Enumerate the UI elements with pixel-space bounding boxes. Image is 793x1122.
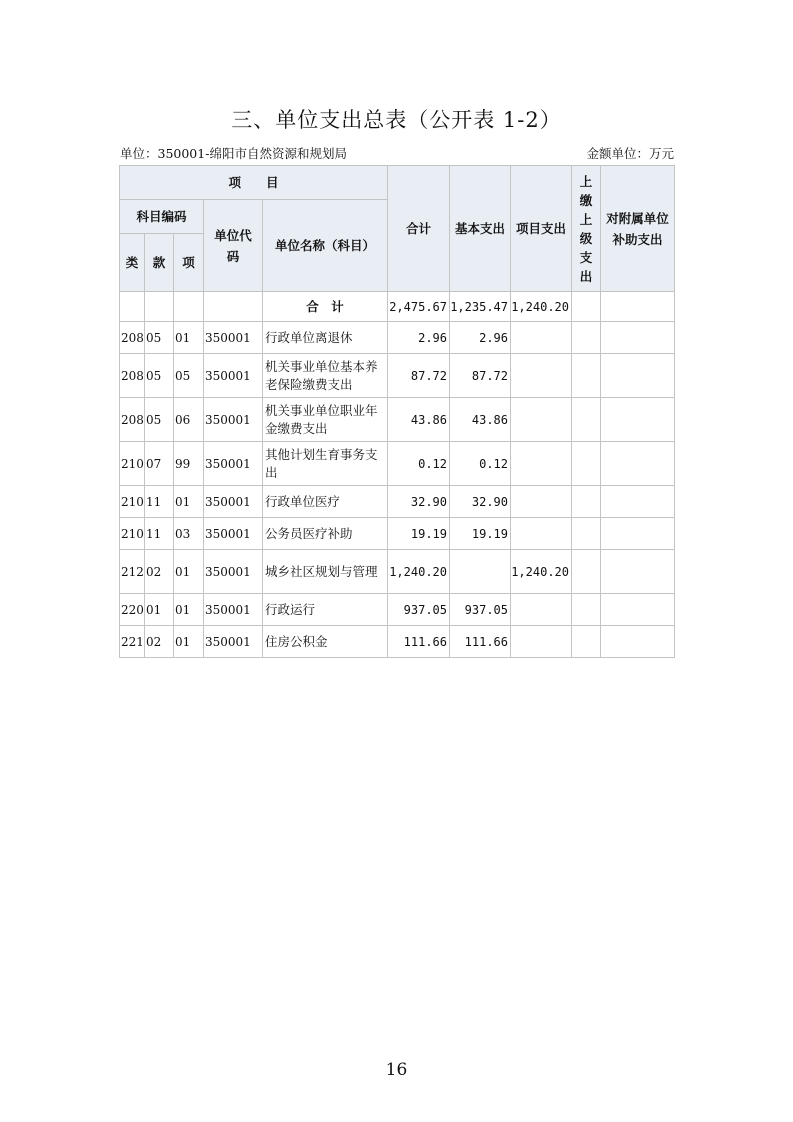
subject-class-cell: 212 — [120, 550, 145, 594]
project-cell — [511, 442, 572, 486]
unit-code-cell: 350001 — [204, 518, 263, 550]
table-row — [120, 626, 675, 658]
table-row — [120, 594, 675, 626]
amount-unit-label: 金额单位：万元 — [586, 146, 674, 161]
subject-subsection-cell: 01 — [174, 550, 204, 594]
page-number: 16 — [385, 1060, 408, 1080]
header-upper: 上缴上级支出 — [572, 166, 601, 292]
subject-subsection-cell: 01 — [174, 486, 204, 518]
total-cell: 87.72 — [388, 354, 450, 398]
subject-subsection-cell: 05 — [174, 354, 204, 398]
table-row — [120, 398, 675, 442]
unit-code-cell: 350001 — [204, 550, 263, 594]
unit-name-cell: 行政单位医疗 — [263, 486, 388, 518]
project-cell: 1,240.20 — [511, 550, 572, 594]
project-cell — [511, 486, 572, 518]
table-row — [120, 486, 675, 518]
total-cell: 2,475.67 — [388, 292, 450, 322]
unit-name-cell: 机关事业单位基本养老保险缴费支出 — [263, 354, 388, 398]
header-basic: 基本支出 — [450, 166, 511, 292]
subject-subsection-cell: 01 — [174, 626, 204, 658]
project-cell — [511, 322, 572, 354]
subsidy-cell — [601, 442, 675, 486]
upper-cell — [572, 486, 601, 518]
unit-code-cell: 350001 — [204, 626, 263, 658]
upper-cell — [572, 550, 601, 594]
basic-cell — [450, 550, 511, 594]
total-cell: 2.96 — [388, 322, 450, 354]
basic-cell: 19.19 — [450, 518, 511, 550]
expenditure-table — [119, 165, 675, 658]
total-cell: 19.19 — [388, 518, 450, 550]
header-project: 项目支出 — [511, 166, 572, 292]
basic-cell: 87.72 — [450, 354, 511, 398]
total-cell: 937.05 — [388, 594, 450, 626]
subject-class-cell: 208 — [120, 354, 145, 398]
table-row — [120, 518, 675, 550]
subject-section-cell: 01 — [145, 594, 174, 626]
unit-name-cell: 其他计划生育事务支出 — [263, 442, 388, 486]
unit-name-cell: 住房公积金 — [263, 626, 388, 658]
subject-section-cell: 05 — [145, 398, 174, 442]
total-cell: 1,240.20 — [388, 550, 450, 594]
subsidy-cell — [601, 626, 675, 658]
project-cell — [511, 518, 572, 550]
unit-name-cell: 城乡社区规划与管理 — [263, 550, 388, 594]
subject-class-cell: 210 — [120, 518, 145, 550]
subject-class-cell: 221 — [120, 626, 145, 658]
basic-cell: 0.12 — [450, 442, 511, 486]
subject-section-cell: 05 — [145, 354, 174, 398]
table-row — [120, 442, 675, 486]
header-subject-code: 科目编码 — [120, 200, 204, 234]
header-subsidy: 对附属单位补助支出 — [601, 166, 675, 292]
unit-code-cell: 350001 — [204, 354, 263, 398]
total-label: 合 计 — [263, 292, 388, 322]
basic-cell: 111.66 — [450, 626, 511, 658]
subsidy-cell — [601, 486, 675, 518]
subject-section-cell: 05 — [145, 322, 174, 354]
upper-cell — [572, 398, 601, 442]
upper-cell — [572, 626, 601, 658]
total-cell: 111.66 — [388, 626, 450, 658]
header-section: 款 — [145, 234, 174, 292]
subject-subsection-cell: 03 — [174, 518, 204, 550]
project-cell — [511, 626, 572, 658]
subject-class-cell: 210 — [120, 442, 145, 486]
header-subsection: 项 — [174, 234, 204, 292]
subject-section-cell: 02 — [145, 626, 174, 658]
basic-cell: 2.96 — [450, 322, 511, 354]
subject-subsection-cell: 99 — [174, 442, 204, 486]
subsidy-cell — [601, 398, 675, 442]
header-class: 类 — [120, 234, 145, 292]
subject-section-cell: 11 — [145, 518, 174, 550]
subsidy-cell — [601, 594, 675, 626]
subject-section-cell: 02 — [145, 550, 174, 594]
subsidy-cell — [601, 518, 675, 550]
table-row — [120, 550, 675, 594]
header-unit-code: 单位代码 — [204, 200, 263, 292]
total-subsidy-cell — [601, 292, 675, 322]
subsidy-cell — [601, 322, 675, 354]
header-unit-name: 单位名称（科目） — [263, 200, 388, 292]
subject-section-cell: 07 — [145, 442, 174, 486]
total-project-cell: 1,240.20 — [511, 292, 572, 322]
subject-class-cell: 208 — [120, 398, 145, 442]
subject-class-cell: 210 — [120, 486, 145, 518]
unit-name-cell: 行政单位离退休 — [263, 322, 388, 354]
page-title: 三、单位支出总表（公开表 1-2） — [231, 108, 562, 132]
total-cell: 43.86 — [388, 398, 450, 442]
total-cell: 32.90 — [388, 486, 450, 518]
upper-cell — [572, 594, 601, 626]
unit-code-cell: 350001 — [204, 398, 263, 442]
basic-cell: 32.90 — [450, 486, 511, 518]
unit-name-cell: 机关事业单位职业年金缴费支出 — [263, 398, 388, 442]
table-row — [120, 322, 675, 354]
basic-cell: 43.86 — [450, 398, 511, 442]
subject-class-cell: 208 — [120, 322, 145, 354]
header-total: 合计 — [388, 166, 450, 292]
total-row — [120, 292, 675, 322]
subject-subsection-cell: 01 — [174, 322, 204, 354]
upper-cell — [572, 442, 601, 486]
total-cell: 0.12 — [388, 442, 450, 486]
project-cell — [511, 398, 572, 442]
header-item: 项 目 — [120, 166, 388, 200]
unit-name-cell: 公务员医疗补助 — [263, 518, 388, 550]
project-cell — [511, 594, 572, 626]
project-cell — [511, 354, 572, 398]
upper-cell — [572, 322, 601, 354]
unit-code-cell: 350001 — [204, 322, 263, 354]
unit-code-cell: 350001 — [204, 594, 263, 626]
unit-label: 单位：350001-绵阳市自然资源和规划局 — [120, 146, 347, 161]
unit-code-cell: 350001 — [204, 442, 263, 486]
upper-cell — [572, 518, 601, 550]
total-upper-cell — [572, 292, 601, 322]
subject-class-cell: 220 — [120, 594, 145, 626]
basic-cell: 937.05 — [450, 594, 511, 626]
subject-section-cell: 11 — [145, 486, 174, 518]
subsidy-cell — [601, 354, 675, 398]
unit-name-cell: 行政运行 — [263, 594, 388, 626]
total-basic-cell: 1,235.47 — [450, 292, 511, 322]
subject-subsection-cell: 01 — [174, 594, 204, 626]
unit-code-cell: 350001 — [204, 486, 263, 518]
subject-subsection-cell: 06 — [174, 398, 204, 442]
subsidy-cell — [601, 550, 675, 594]
table-row — [120, 354, 675, 398]
upper-cell — [572, 354, 601, 398]
